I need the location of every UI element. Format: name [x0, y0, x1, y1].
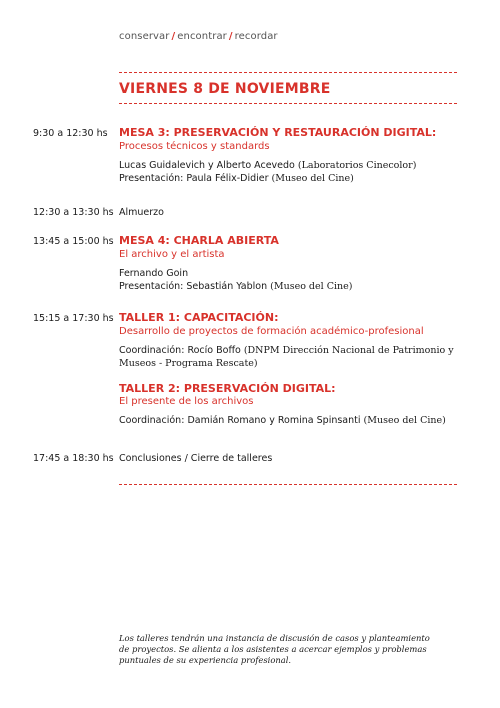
coordination-prefix: Coordinación: [119, 415, 188, 426]
presenter-name: Sebastián Yablon [186, 281, 268, 292]
brand-word-conservar: conservar [119, 31, 170, 42]
divider-bottom [119, 484, 457, 485]
brand-word-encontrar: encontrar [177, 31, 227, 42]
coordinator-name: Rocío Boffo [187, 344, 241, 356]
brand-tagline [119, 31, 278, 42]
session-subtitle: El presente de los archivos [119, 396, 254, 407]
footnote: Los talleres tendrán una instancia de discusión de casos y planteamiento de proyectos. Se alienta a los asistentes a acercar ejemplos y problemas puntuales de su experiencia profesional. [119, 633, 430, 665]
presenter-org: (Museo del Cine) [267, 281, 353, 292]
session-title: MESA 4: CHARLA ABIERTA [119, 234, 279, 247]
session-title: TALLER 2: PRESERVACIÓN DIGITAL: [119, 381, 336, 395]
coordinator-org: (DNPM Dirección Nacional de Patrimonio y Museos - Programa Rescate) [119, 344, 454, 369]
speakers-line [119, 267, 464, 281]
speaker-names: Fernando Goin [119, 267, 189, 279]
presenter-line [119, 172, 464, 186]
coordination-prefix: Coordinación: [119, 344, 188, 356]
session-text: Almuerzo [119, 207, 164, 218]
session-block [119, 311, 464, 428]
brand-slash: / [228, 31, 233, 42]
session-time: 9:30 a 12:30 hs [33, 128, 108, 139]
coordinator-org: (Museo del Cine) [360, 415, 446, 426]
brand-slash: / [171, 31, 176, 42]
session-time: 13:45 a 15:00 hs [33, 236, 114, 247]
session-subtitle: Procesos técnicos y standards [119, 140, 270, 152]
coordination-line [119, 344, 464, 371]
day-heading: VIERNES 8 DE NOVIEMBRE [119, 81, 331, 97]
speakers-line [119, 159, 464, 173]
session-time: 17:45 a 18:30 hs [33, 453, 114, 464]
presenter-line [119, 280, 464, 294]
session-block [119, 126, 464, 186]
session-time: 12:30 a 13:30 hs [33, 207, 114, 218]
brand-word-recordar: recordar [234, 31, 278, 42]
session-title: TALLER 1: CAPACITACIÓN: [119, 311, 279, 324]
divider-under-heading [119, 103, 457, 104]
coordinator-name: Damián Romano y Romina Spinsanti [187, 415, 361, 426]
session-subtitle: Desarrollo de proyectos de formación académico-profesional [119, 325, 424, 337]
session-title: MESA 3: PRESERVACIÓN Y RESTAURACIÓN DIGITAL: [119, 126, 437, 139]
divider-top [119, 72, 457, 73]
presenter-org: (Museo del Cine) [268, 173, 354, 184]
presenter-prefix: Presentación: [119, 281, 187, 292]
speaker-names: Lucas Guidalevich y Alberto Acevedo [119, 159, 295, 171]
session-block [119, 234, 464, 294]
presenter-name: Paula Félix-Didier [186, 173, 269, 184]
session-text: Conclusiones / Cierre de talleres [119, 453, 273, 464]
coordination-line [119, 414, 464, 428]
session-time: 15:15 a 17:30 hs [33, 313, 114, 324]
speaker-org: (Laboratorios Cinecolor) [294, 159, 417, 171]
presenter-prefix: Presentación: [119, 173, 187, 184]
session-subtitle: El archivo y el artista [119, 248, 225, 260]
